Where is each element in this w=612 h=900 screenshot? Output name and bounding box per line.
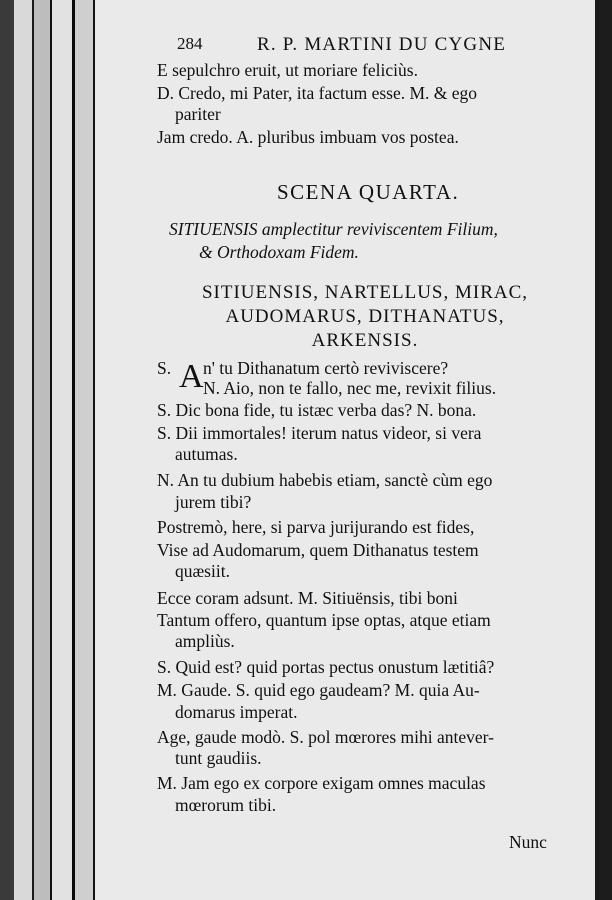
text-line: quæsiit. [175,561,230,581]
text-line: domarus imperat. [175,702,298,722]
text-line: mœrorum tibi. [175,795,277,815]
text-line: M. Jam ego ex corpore exigam omnes maculas [157,773,486,793]
text-line: tunt gaudiis. [175,748,262,768]
book-edge-dark [0,0,14,900]
text-line: jurem tibi? [175,492,252,512]
scene-argument: SITIUENSIS amplectitur reviviscentem Filium, [169,219,498,239]
text-line: M. Gaude. S. quid ego gaudeam? M. quia Au- [157,680,480,700]
text-line: S. Dic bona fide, tu istæc verba das? N. bona. [157,400,477,420]
text-line: Ecce coram adsunt. M. Sitiuënsis, tibi boni [157,588,458,608]
dramatis-personae: SITIUENSIS, NARTELLUS, MIRAC, [201,282,529,303]
book-page [95,0,595,900]
page-edge-3 [52,0,75,900]
text-line: n' tu Dithanatum certò reviviscere? [203,358,449,378]
text-line: N. An tu dubium habebis etiam, sanctè cùm ego [157,470,493,490]
text-line: N. Aio, non te fallo, nec me, revixit filius. [203,378,497,398]
page-edge-1 [14,0,34,900]
dramatis-personae: AUDOMARUS, DITHANATUS, [225,306,505,327]
scene-argument: & Orthodoxam Fidem. [199,242,359,262]
page-edge-2 [34,0,52,900]
dramatis-personae: ARKENSIS. [311,330,419,351]
drop-capital: A [179,358,204,395]
text-line: autumas. [175,444,238,464]
right-margin-shadow [595,0,612,900]
text-line: S. Quid est? quid portas pectus onustum lætitiâ? [157,657,495,677]
running-title: R. P. MARTINI DU CYGNE [257,34,507,55]
speaker-label: S. [157,358,172,378]
text-line: Vise ad Audomarum, quem Dithanatus testem [157,540,479,560]
text-line: D. Credo, mi Pater, ita factum esse. M. & ego [157,83,478,103]
running-header [157,30,573,56]
text-line: Jam credo. A. pluribus imbuam vos postea. [157,127,459,147]
text-line: Age, gaude modò. S. pol mœrores mihi antever- [157,727,494,747]
catchword: Nunc [509,832,547,852]
text-line: pariter [175,104,221,124]
page-number: 284 [177,34,203,53]
text-line: Postremò, here, si parva jurijurando est fides, [157,517,475,537]
text-line: S. Dii immortales! iterum natus videor, si vera [157,423,482,443]
page-edge-4 [75,0,95,900]
text-line: E sepulchro eruit, ut moriare feliciùs. [157,60,418,80]
text-line: Tantum offero, quantum ipse optas, atque etiam [157,610,491,630]
scene-title: SCENA QUARTA. [277,180,460,204]
text-line: ampliùs. [175,631,235,651]
